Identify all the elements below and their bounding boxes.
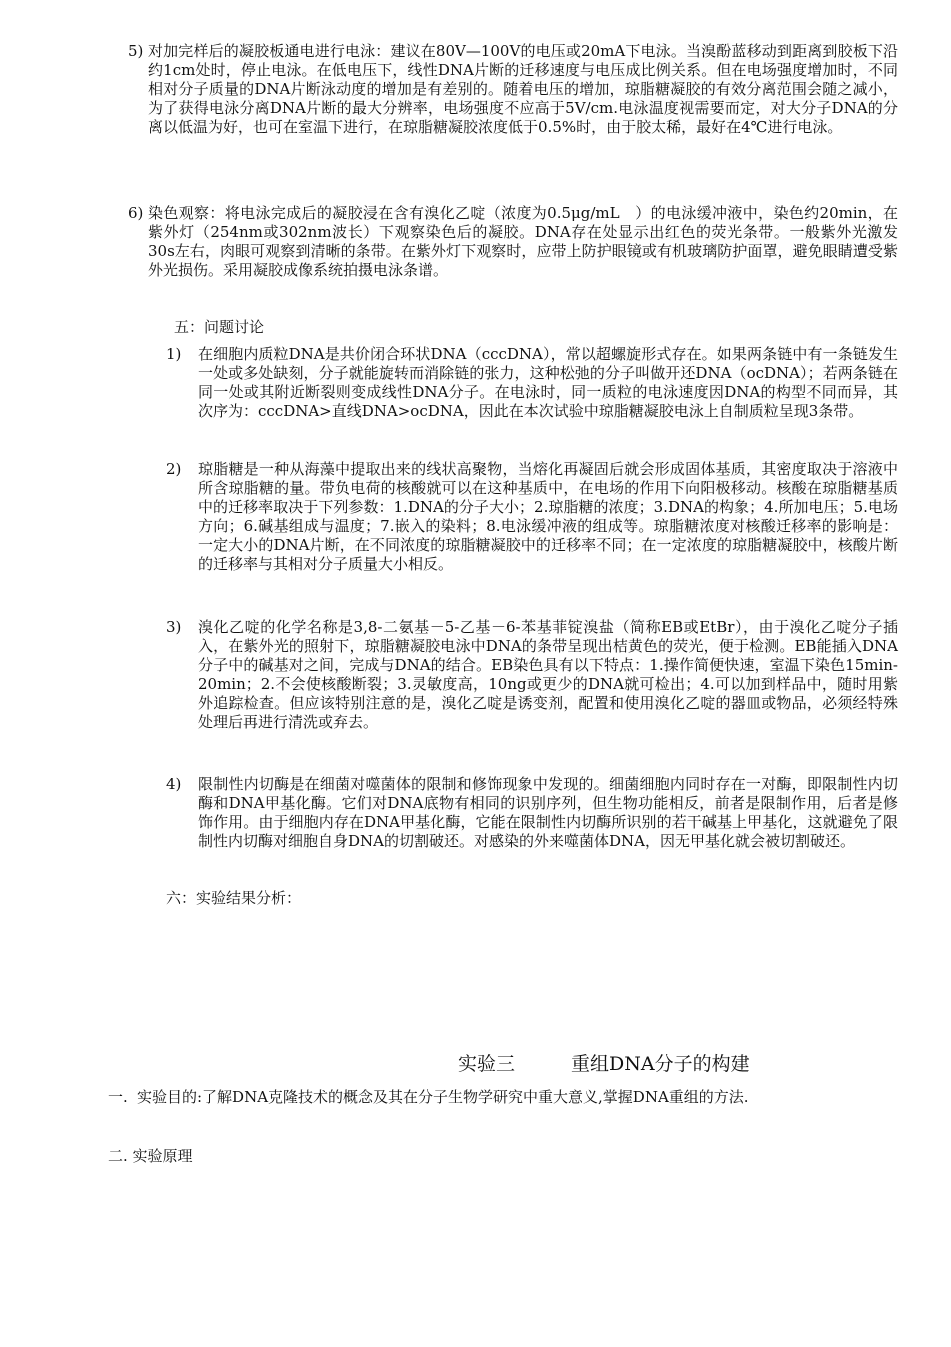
section-text: 实验目的:了解DNA克隆技术的概念及其在分子生物学研究中重大意义,掌握DNA重组的方法.	[137, 1088, 749, 1106]
item-text: 琼脂糖是一种从海藻中提取出来的线状高聚物，当熔化再凝固后就会形成固体基质，其密度取决于溶液中所含琼脂糖的量。带负电荷的核酸就可以在这种基质中，在电场的作用下向阳极移动。核酸在琼脂糖基质中的迁移率取决于下列参数：1.DNA的分子大小；2.琼脂糖的浓度；3.DNA的构象；4.所加电压；5.电场方向；6.碱基组成与温度；7.嵌入的染料；8.电泳缓冲液的组成等。琼脂糖浓度对核酸迁移率的影响是：一定大小的DNA片断，在不同浓度的琼脂糖凝胶中的迁移率不同；在一定浓度的琼脂糖凝胶中，核酸片断的迁移率与其相对分子质量大小相反。	[198, 460, 898, 573]
results-heading: 六：实验结果分析：	[166, 889, 302, 907]
item-number: 1)	[166, 345, 182, 363]
discussion-item-4	[166, 775, 898, 851]
experiment-number: 实验三	[458, 1053, 516, 1075]
section-objective	[108, 1088, 884, 1107]
step-text: 对加完样后的凝胶板通电进行电泳：建议在80V—100V的电压或20mA下电泳。当溴酚蓝移动到距离到胶板下沿约1cm处时，停止电泳。在低电压下，线性DNA片断的迁移速度与电压成比例关系。但在电场强度增加时，不同相对分子质量的DNA片断泳动度的增加是有差别的。随着电压的增加，琼脂糖凝胶的有效分离范围会随之减小，为了获得电泳分离DNA片断的最大分辨率，电场强度不应高于5V/cm.电泳温度视需要而定，对大分子DNA的分离以低温为好，也可在室温下进行，在琼脂糖凝胶浓度低于0.5%时，由于胶太稀，最好在4℃进行电泳。	[148, 42, 898, 136]
discussion-heading: 五：问题讨论	[174, 318, 265, 336]
item-text: 在细胞内质粒DNA是共价闭合环状DNA（cccDNA），常以超螺旋形式存在。如果两条链中有一条链发生一处或多处缺刻，分子就能旋转而消除链的张力，这种松弛的分子叫做开还DNA（ocDNA）；若两条链在同一处或其附近断裂则变成线性DNA分子。在电泳时，同一质粒的电泳速度因DNA的构型不同而异，其次序为：cccDNA>直线DNA>ocDNA，因此在本次试验中琼脂糖凝胶电泳上自制质粒呈现3条带。	[198, 345, 898, 420]
section-principle: 二. 实验原理	[108, 1147, 193, 1165]
step-number: 6)	[128, 204, 144, 222]
step-number: 5)	[128, 42, 144, 60]
item-text: 溴化乙啶的化学名称是3,8-二氨基－5-乙基－6-苯基菲锭溴盐（简称EB或EtBr），由于溴化乙啶分子插入，在紫外光的照射下，琼脂糖凝胶电泳中DNA的条带呈现出桔黄色的荧光，便于检测。EB能插入DNA分子中的碱基对之间，完成与DNA的结合。EB染色具有以下特点：1.操作简便快速，室温下染色15min-20min；2.不会使核酸断裂；3.灵敏度高，10ng或更少的DNA就可检出；4.可以加到样品中，随时用紫外追踪检查。但应该特别注意的是，溴化乙啶是诱变剂，配置和使用溴化乙啶的器皿或物品，必须经特殊处理后再进行清洗或弃去。	[198, 618, 898, 731]
step-5-paragraph	[128, 42, 898, 137]
step-text: 染色观察：将电泳完成后的凝胶浸在含有溴化乙啶（浓度为0.5μg/mL ）的电泳缓冲液中，染色约20min，在紫外灯（254nm或302nm波长）下观察染色后的凝胶。DNA存在处显示出红色的荧光条带。一般紫外光激发30s左右，肉眼可观察到清晰的条带。在紫外灯下观察时，应带上防护眼镜或有机玻璃防护面罩，避免眼睛遭受紫外光损伤。采用凝胶成像系统拍摄电泳条谱。	[148, 204, 898, 279]
experiment-name: 重组DNA分子的构建	[571, 1053, 750, 1075]
item-number: 3)	[166, 618, 182, 636]
discussion-item-2	[166, 460, 898, 574]
discussion-item-3	[166, 618, 898, 732]
item-text: 限制性内切酶是在细菌对噬菌体的限制和修饰现象中发现的。细菌细胞内同时存在一对酶，即限制性内切酶和DNA甲基化酶。它们对DNA底物有相同的识别序列，但生物功能相反，前者是限制作用，后者是修饰作用。由于细胞内存在DNA甲基化酶，它能在限制性内切酶所识别的若干碱基上甲基化，这就避免了限制性内切酶对细胞自身DNA的切割破还。对感染的外来噬菌体DNA，因无甲基化就会被切割破还。	[198, 775, 898, 850]
discussion-item-1	[166, 345, 898, 421]
experiment-title	[458, 1052, 750, 1076]
section-number: 一.	[108, 1088, 128, 1106]
item-number: 2)	[166, 460, 182, 478]
step-6-paragraph	[128, 204, 898, 280]
item-number: 4)	[166, 775, 182, 793]
